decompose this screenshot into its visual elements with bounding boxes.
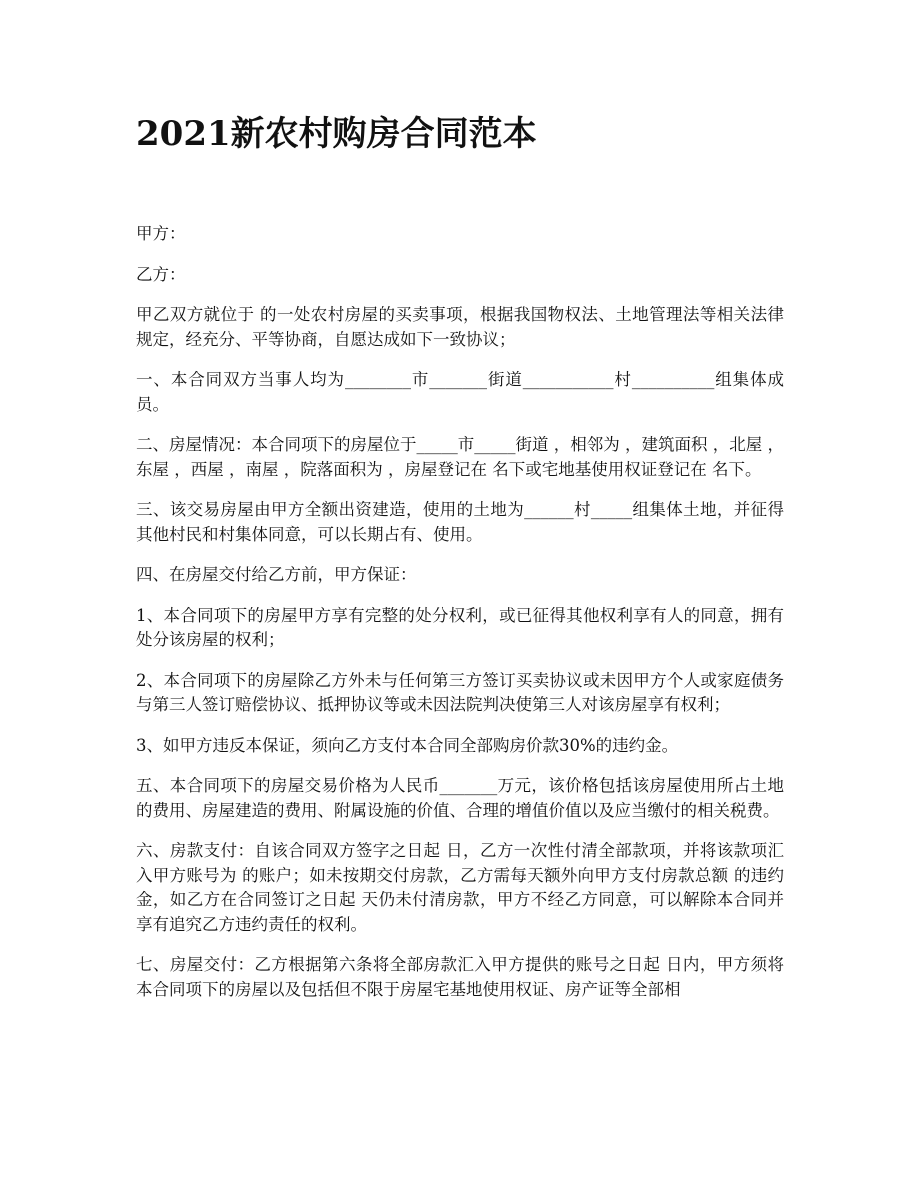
clause-2: 二、房屋情况：本合同项下的房屋位于_____市_____街道 ，相邻为 ，建筑面积 ，北屋 ，东屋 ，西屋 ，南屋 ，院落面积为 ，房屋登记在 名下或宅地基使用权证登记在 名下。 bbox=[136, 435, 784, 479]
clause-4-item-3: 3、如甲方违反本保证，须向乙方支付本合同全部购房价款30%的违约金。 bbox=[136, 735, 679, 755]
clause-1: 一、本合同双方当事人均为________市_______街道___________村__________组集体成员。 bbox=[136, 370, 784, 414]
clause-7: 七、房屋交付：乙方根据第六条将全部房款汇入甲方提供的账号之日起 日内，甲方须将本合同项下的房屋以及包括但不限于房屋宅基地使用权证、房产证等全部相 bbox=[136, 955, 784, 999]
document-title: 2021新农村购房合同范本 bbox=[136, 114, 537, 154]
clause-4-item-2: 2、本合同项下的房屋除乙方外未与任何第三方签订买卖协议或未因甲方个人或家庭债务与第三人签订赔偿协议、抵押协议等或未因法院判决使第三人对该房屋享有权利； bbox=[136, 670, 784, 714]
clause-4-item-1: 1、本合同项下的房屋甲方享有完整的处分权利，或已征得其他权利享有人的同意，拥有处分该房屋的权利； bbox=[136, 605, 784, 649]
clause-4: 四、在房屋交付给乙方前，甲方保证： bbox=[136, 565, 417, 584]
party-b-line: 乙方： bbox=[136, 264, 186, 284]
preamble-paragraph: 甲乙双方就位于 的一处农村房屋的买卖事项，根据我国物权法、土地管理法等相关法律规定，经充分、平等协商，自愿达成如下一致协议； bbox=[136, 305, 784, 349]
clause-3: 三、该交易房屋由甲方全额出资建造，使用的土地为______村_____组集体土地，并征得其他村民和村集体同意，可以长期占有、使用。 bbox=[136, 500, 784, 544]
document-body bbox=[136, 222, 784, 1018]
clause-6: 六、房款支付：自该合同双方签字之日起 日，乙方一次性付清全部款项，并将该款项汇入甲方账号为 的账户；如未按期交付房款，乙方需每天额外向甲方支付房款总额 的违约金，如乙方在合同签订之日起 天仍未付清房款，甲方不经乙方同意，可以解除本合同并享有追究乙方违约责任的权利。 bbox=[136, 841, 784, 934]
party-a-line: 甲方： bbox=[136, 224, 186, 243]
clause-5: 五、本合同项下的房屋交易价格为人民币_______万元，该价格包括该房屋使用所占土地的费用、房屋建造的费用、附属设施的价值、合理的增值价值以及应当缴付的相关税费。 bbox=[136, 776, 784, 820]
